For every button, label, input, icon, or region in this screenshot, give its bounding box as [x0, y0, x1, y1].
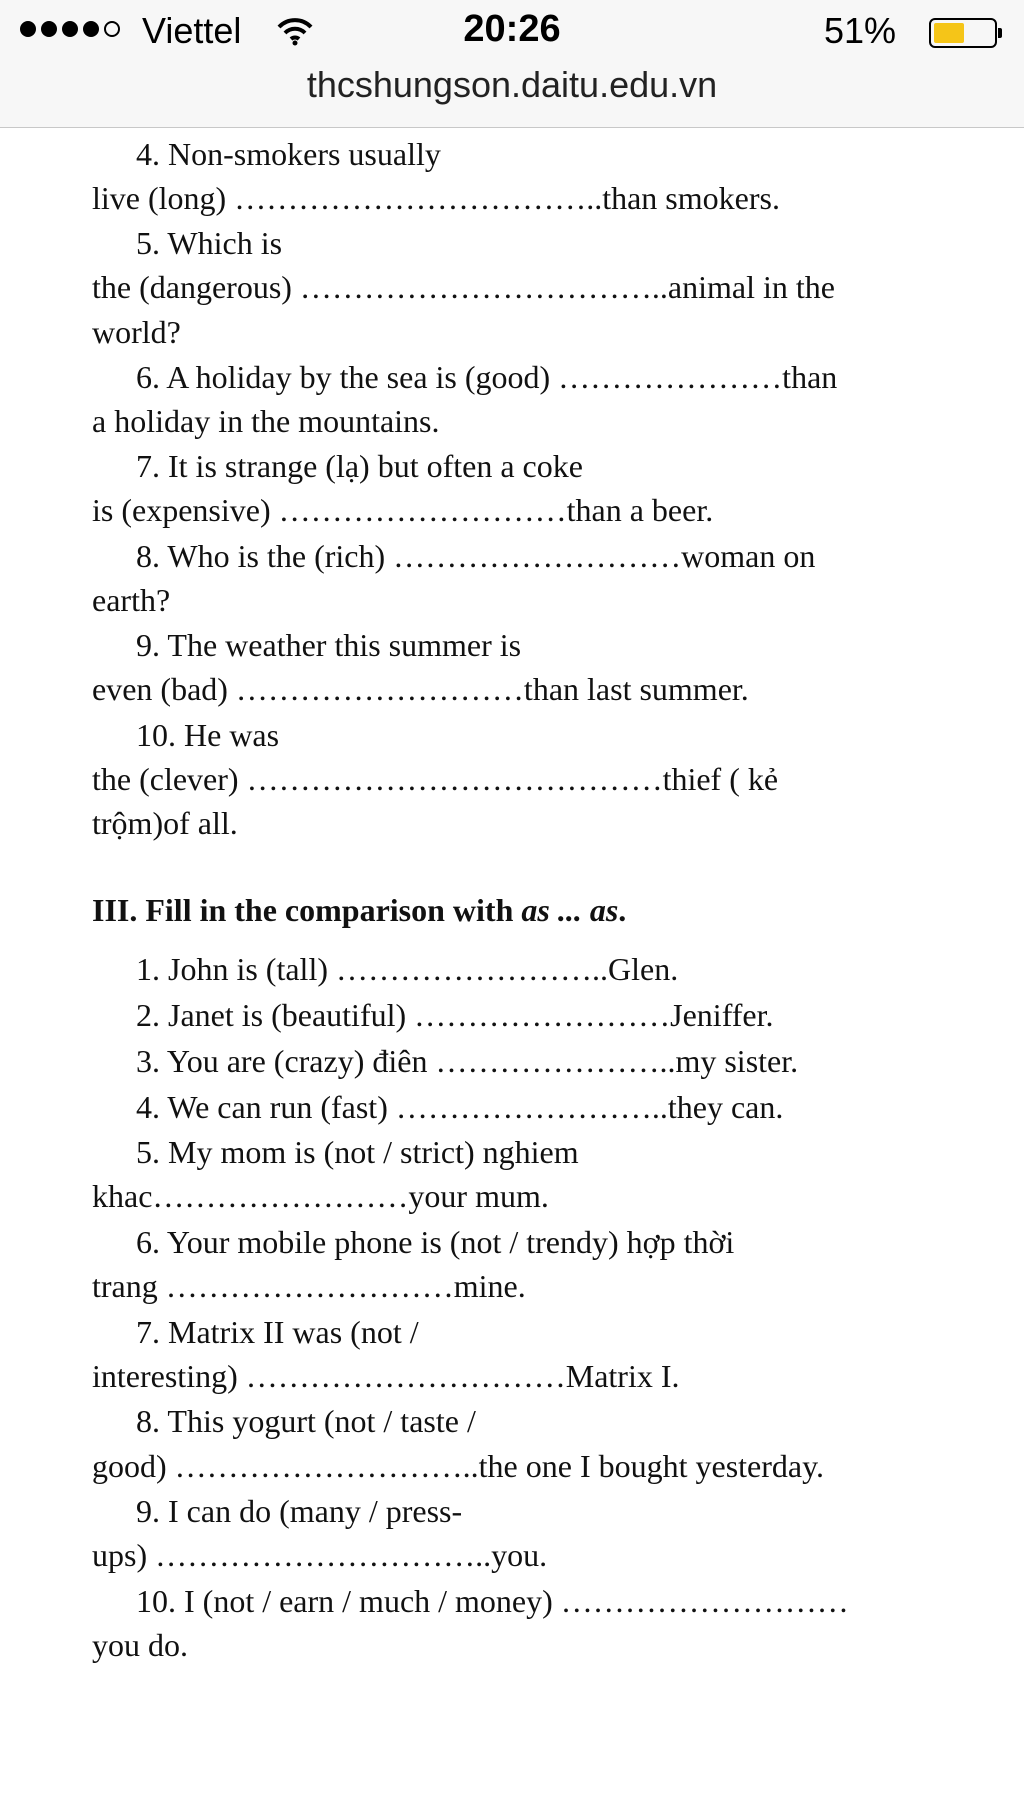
section-3-heading: III. Fill in the comparison with as ... as. [92, 892, 627, 928]
carrier-name: Viettel [142, 10, 242, 51]
exercise-line: live (long) ……………………………..than smokers. [92, 180, 780, 216]
exercise-line: the (clever) …………………………………thief ( kẻ [92, 761, 779, 797]
exercise-line: khac……………………your mum. [92, 1178, 549, 1214]
status-bar [0, 0, 1024, 128]
battery-percent: 51% [823, 10, 896, 51]
exercise-line: 4. Non-smokers usually [136, 136, 441, 172]
exercise-line: is (expensive) ………………………than a beer. [92, 492, 714, 528]
exercise-line: 4. We can run (fast) ……………………..they can. [136, 1089, 784, 1125]
exercise-line: 5. Which is [136, 225, 283, 261]
exercise-line: ups) …………………………..you. [92, 1537, 548, 1573]
battery-icon [929, 18, 997, 48]
exercise-line: 9. I can do (many / press- [136, 1493, 463, 1529]
exercise-line: 1. John is (tall) ……………………..Glen. [136, 951, 679, 987]
exercise-line: 7. It is strange (lạ) but often a coke [136, 448, 583, 484]
exercise-line: 6. A holiday by the sea is (good) …………………than [136, 359, 838, 395]
exercise-line: 10. He was [136, 717, 280, 753]
exercise-line: 3. You are (crazy) điên …………………..my sister. [136, 1043, 799, 1079]
exercise-line: even (bad) ………………………than last summer. [92, 671, 749, 707]
address-bar-url[interactable]: thcshungson.daitu.edu.vn [306, 64, 718, 105]
exercise-line: the (dangerous) ……………………………..animal in the [92, 269, 835, 305]
clock: 20:26 [463, 8, 561, 50]
exercise-line: trộm)of all. [92, 805, 238, 841]
exercise-line: 8. Who is the (rich) ………………………woman on [136, 538, 816, 574]
exercise-line: 9. The weather this summer is [136, 627, 522, 663]
exercise-line: world? [92, 314, 181, 350]
exercise-line: you do. [92, 1627, 188, 1663]
exercise-line: interesting) …………………………Matrix I. [92, 1358, 680, 1394]
exercise-line: 8. This yogurt (not / taste / [136, 1403, 476, 1439]
heading-italic-term: as ... as [521, 892, 619, 928]
exercise-line: 6. Your mobile phone is (not / trendy) hợp thời [136, 1224, 735, 1260]
exercise-line: trang ………………………mine. [92, 1268, 526, 1304]
exercise-line: a holiday in the mountains. [92, 403, 440, 439]
exercise-line: 5. My mom is (not / strict) nghiem [136, 1134, 579, 1170]
exercise-line: 2. Janet is (beautiful) ……………………Jeniffer. [136, 997, 774, 1033]
exercise-line: good) ………………………..the one I bought yesterday. [92, 1448, 825, 1484]
exercise-line: 10. I (not / earn / much / money) ……………………… [136, 1583, 849, 1619]
exercise-line: 7. Matrix II was (not / [136, 1314, 419, 1350]
battery-level-fill [934, 23, 964, 43]
exercise-line: earth? [92, 582, 171, 618]
